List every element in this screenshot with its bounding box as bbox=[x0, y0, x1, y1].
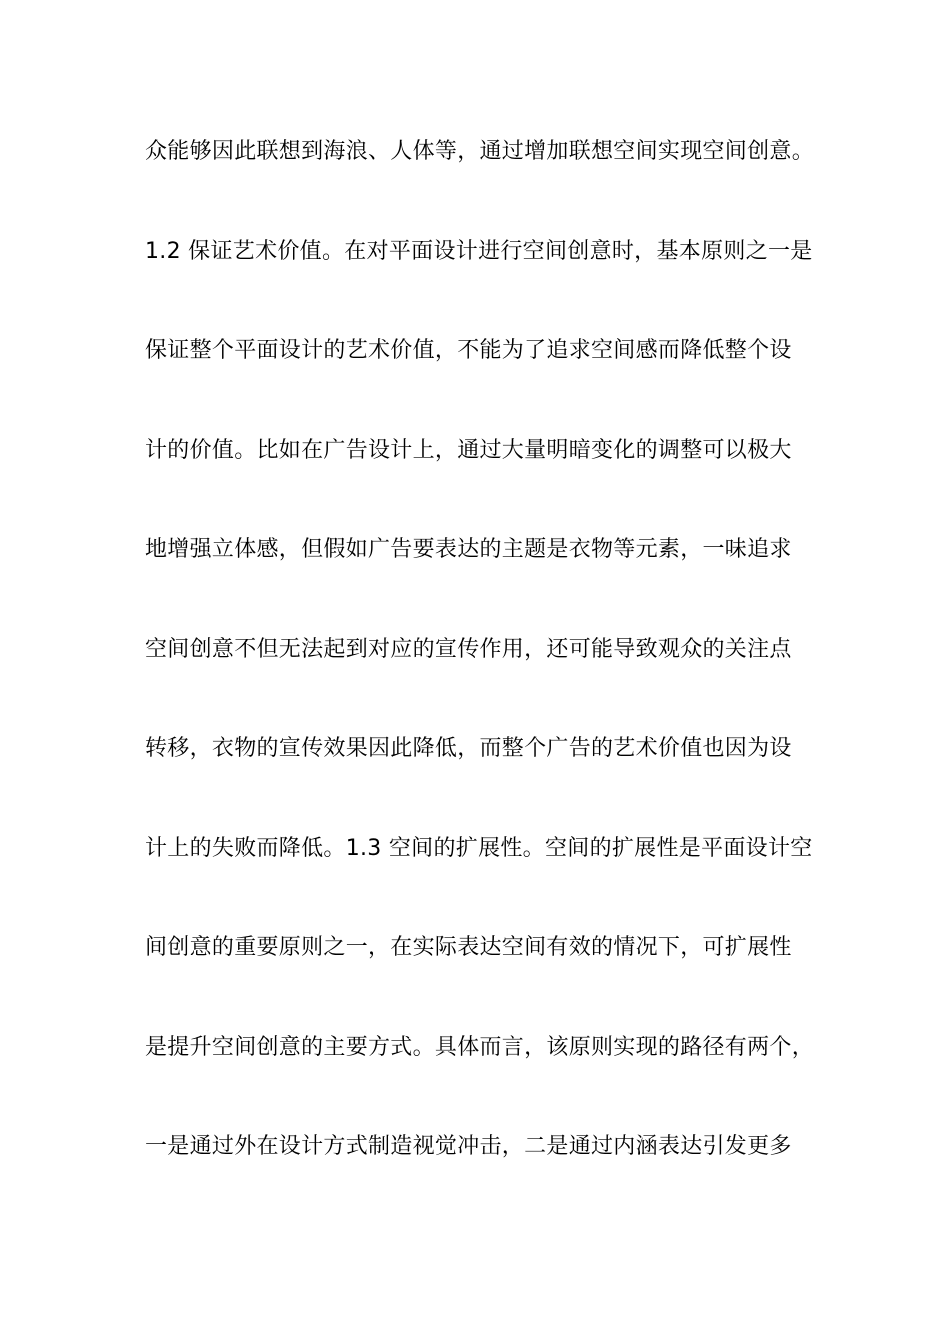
text-line: 众能够因此联想到海浪、人体等，通过增加联想空间实现空间创意。 bbox=[145, 139, 815, 164]
text-line: 地增强立体感，但假如广告要表达的主题是衣物等元素，一味追求 bbox=[145, 537, 792, 562]
text-line: 1.2 保证艺术价值。在对平面设计进行空间创意时，基本原则之一是 bbox=[145, 238, 813, 264]
text-line: 转移，衣物的宣传效果因此降低，而整个广告的艺术价值也因为设 bbox=[145, 736, 792, 761]
text-line: 计上的失败而降低。1.3 空间的扩展性。空间的扩展性是平面设计空 bbox=[145, 835, 813, 861]
text-line: 计的价值。比如在广告设计上，通过大量明暗变化的调整可以极大 bbox=[145, 437, 792, 463]
text-line: 间创意的重要原则之一，在实际表达空间有效的情况下，可扩展性 bbox=[145, 935, 792, 960]
body-text bbox=[145, 132, 835, 1227]
text-line: 是提升空间创意的主要方式。具体而言，该原则实现的路径有两个， bbox=[145, 1034, 815, 1060]
text-line: 空间创意不但无法起到对应的宣传作用，还可能导致观众的关注点 bbox=[145, 636, 792, 662]
text-line: 保证整个平面设计的艺术价值，不能为了追求空间感而降低整个设 bbox=[145, 338, 792, 363]
text-line: 一是通过外在设计方式制造视觉冲击，二是通过内涵表达引发更多 bbox=[145, 1134, 792, 1159]
